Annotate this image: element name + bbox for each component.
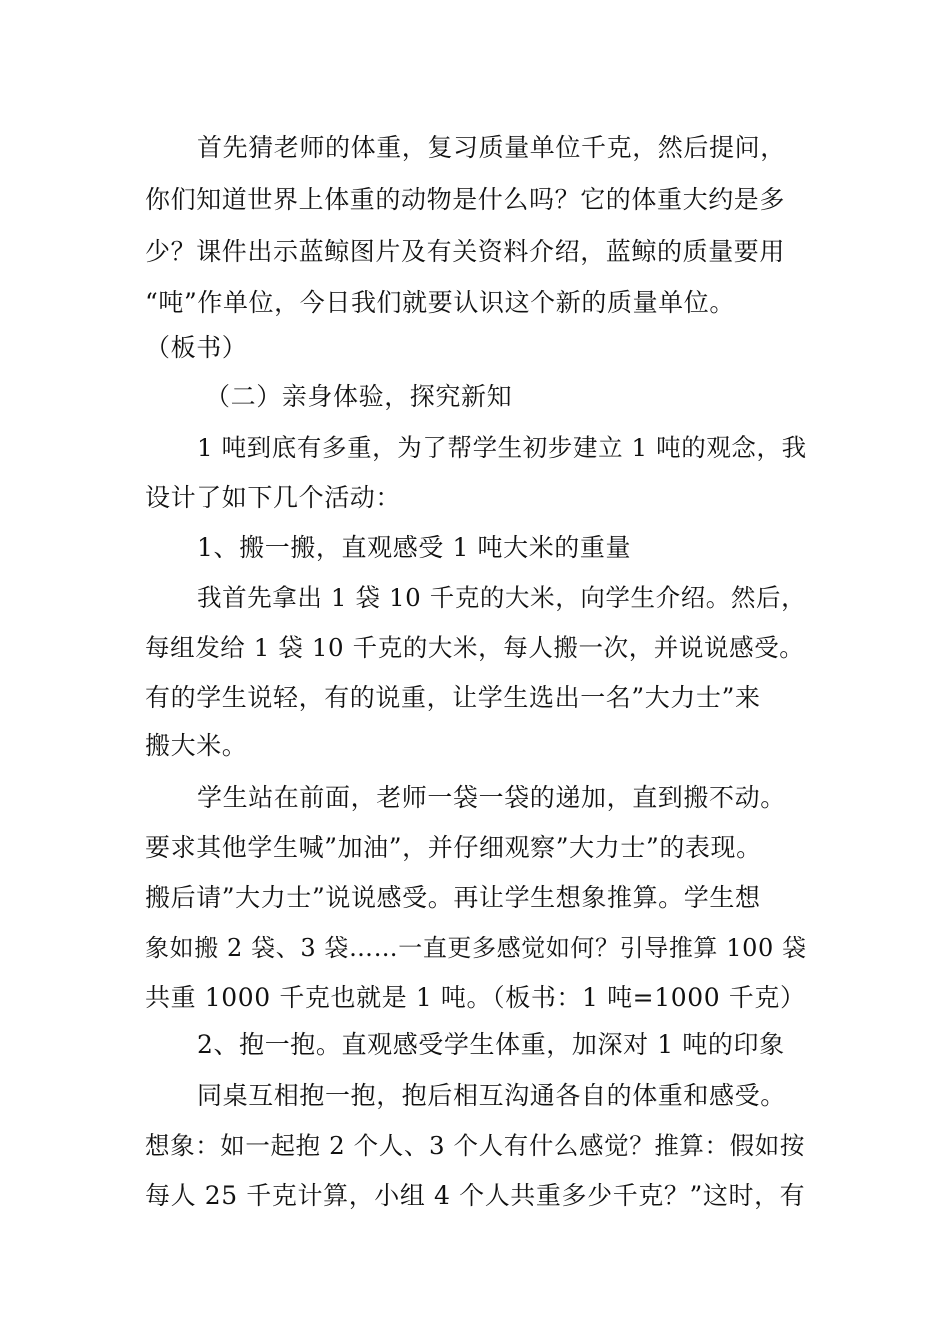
section-heading: （二）亲身体验，探究新知: [205, 382, 513, 411]
paragraph-line: 每人 25 千克计算，小组 4 个人共重多少千克？”这时，有: [145, 1181, 806, 1210]
paragraph-line: 我首先拿出 1 袋 10 千克的大米，向学生介绍。然后，: [197, 583, 807, 612]
paragraph-line: 搬后请”大力士”说说感受。再让学生想象推算。学生想: [145, 883, 761, 912]
paragraph-line: 每组发给 1 袋 10 千克的大米，每人搬一次，并说说感受。: [145, 633, 805, 662]
paragraph-line: “吨”作单位，今日我们就要认识这个新的质量单位。: [145, 288, 735, 317]
paragraph-line: 搬大米。: [145, 731, 248, 760]
paragraph-line: 要求其他学生喊”加油”，并仔细观察”大力士”的表现。: [145, 833, 762, 862]
paragraph-line: 共重 1000 千克也就是 1 吨。（板书：1 吨=1000 千克）: [145, 983, 806, 1012]
paragraph-line: 少？课件出示蓝鲸图片及有关资料介绍，蓝鲸的质量要用: [145, 237, 786, 266]
paragraph-line: （板书）: [145, 333, 248, 362]
paragraph-line: 同桌互相抱一抱，抱后相互沟通各自的体重和感受。: [197, 1081, 786, 1110]
paragraph-line: 学生站在前面，老师一袋一袋的递加，直到搬不动。: [197, 783, 786, 812]
paragraph-line: 1 吨到底有多重，为了帮学生初步建立 1 吨的观念，我: [197, 433, 807, 462]
paragraph-line: 首先猜老师的体重，复习质量单位千克，然后提问，: [197, 133, 786, 162]
paragraph-line: 有的学生说轻，有的说重，让学生选出一名”大力士”来: [145, 683, 761, 712]
paragraph-line: 设计了如下几个活动：: [145, 483, 402, 512]
activity-heading: 1、搬一搬，直观感受 1 吨大米的重量: [197, 533, 632, 562]
paragraph-line: 象如搬 2 袋、3 袋……一直更多感觉如何？引导推算 100 袋: [145, 934, 807, 962]
paragraph-line: 想象：如一起抱 2 个人、3 个人有什么感觉？推算：假如按: [145, 1131, 805, 1160]
activity-heading: 2、抱一抱。直观感受学生体重，加深对 1 吨的印象: [197, 1030, 785, 1059]
paragraph-line: 你们知道世界上体重的动物是什么吗？它的体重大约是多: [145, 185, 786, 214]
